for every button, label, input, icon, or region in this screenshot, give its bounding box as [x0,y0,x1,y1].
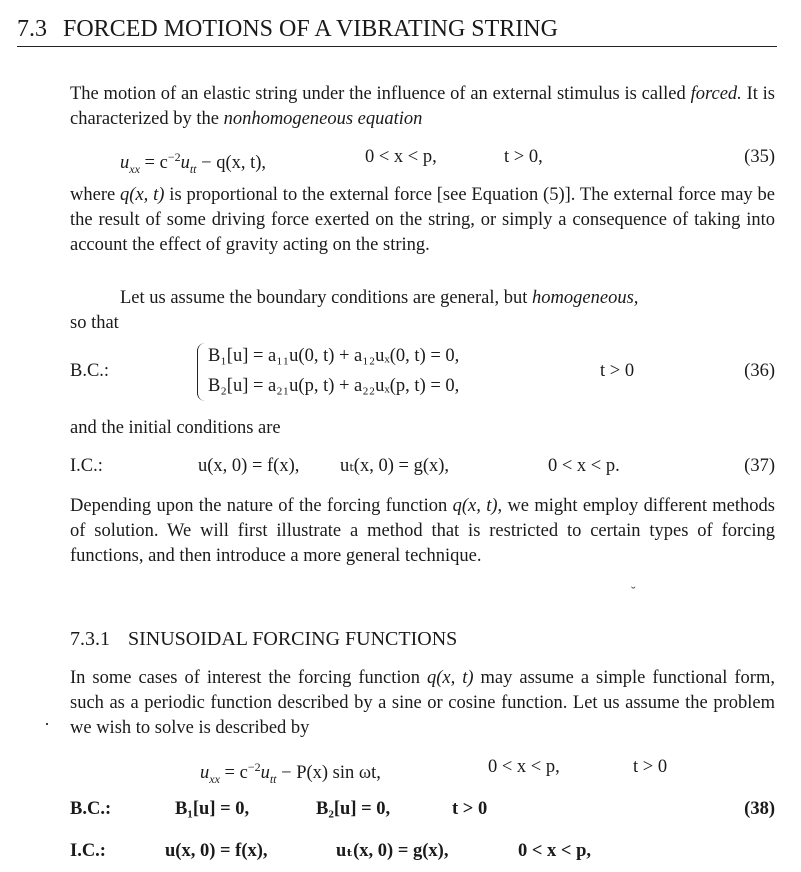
equation-37 [70,453,775,479]
boundary-text-b: so that [70,312,119,333]
eq37-ic2: uₜ(x, 0) = g(x), [340,456,450,476]
equation-38-bc [70,796,775,822]
eq35-time-condition: t > 0, [504,147,543,167]
eq38-bc1: B₁[u] = 0, [175,799,250,819]
eq36-line2 [70,373,775,399]
sinusoidal-q: q(x, t) [427,668,474,688]
where-q: q(x, t) [120,185,165,205]
section-header [17,14,777,47]
eq37-range: 0 < x < p. [548,456,620,476]
eq35-main: $u_{xx} = c^{-2}u_{tt} - q(x$, t), [120,150,267,176]
eq38-ic1: u(x, 0) = f(x), [165,841,268,861]
eq35-range: 0 < x < p, [365,147,437,167]
intro-line1: The motion of an elastic string under the influence of an external stimulus is [70,84,637,104]
subsection-header [70,626,457,652]
eq38-bc2: B₂[u] = 0, [316,799,391,819]
section-title: FORCED MOTIONS OF A VIBRATING STRING [63,16,558,42]
section-number: 7.3 [17,16,47,42]
depending-text-a: Depending upon the nature of the forcing function [70,496,453,516]
boundary-text-a: Let us assume the boundary conditions are general, but [120,288,533,308]
where-text-a: where [70,185,121,205]
initial-text: and the initial conditions are [70,418,281,438]
paragraph-intro [70,82,775,132]
paragraph-sinusoidal [70,666,775,740]
paragraph-where [70,183,775,257]
eq37-ic1: u(x, 0) = f(x), [198,456,300,476]
equation-38-ic [70,838,775,864]
term-homogeneous: homogeneous, [532,288,639,308]
where-text-b: is proportional to the external force [see Equation (5)]. The external force may be the result of some driving force exerted on the string, or simply a consequence of taking into account the effect of gravity acting on the string. [70,185,775,255]
eq36-line1 [70,343,775,369]
eq38-bc-label: B.C.: [70,799,112,819]
eq36-time-condition: t > 0 [600,361,635,381]
paragraph-boundary [70,286,775,336]
eq36-bc1: B₁[u] = a₁₁u(0, t) + a₁₂uₓ(0, t) = 0, [208,346,460,366]
eq38-number: (38) [744,799,775,819]
eq38-bc-time: t > 0 [452,799,488,819]
paragraph-initial [70,416,775,441]
eq38-ic2: uₜ(x, 0) = g(x), [336,841,449,861]
depending-q: q(x, t) [452,496,498,516]
term-nonhomogeneous: nonhomogeneous equation [223,108,423,129]
eq38-main: $u_{xx} = c^{-2}u_{tt} - P(x)$ sin ωt, [200,760,381,786]
eq36-bc2: B₂[u] = a₂₁u(p, t) + a₂₂uₓ(p, t) = 0, [208,376,460,396]
eq36-label: B.C.: [70,361,110,381]
subsection-title: SINUSOIDAL FORCING FUNCTIONS [128,628,458,650]
eq35-number: (35) [744,147,775,167]
term-forced: forced. [690,84,742,104]
eq37-number: (37) [744,456,775,476]
equation-38-pde [70,754,775,786]
eq38-range: 0 < x < p, [488,757,560,777]
intro-called: called [641,84,691,104]
eq38-ic-label: I.C.: [70,841,106,861]
eq38-ic-range: 0 < x < p, [518,841,591,861]
subsection-number: 7.3.1 [70,628,110,650]
paragraph-depending [70,494,775,568]
eq37-label: I.C.: [70,456,103,476]
margin-dot: · [44,714,50,734]
eq38-time-condition: t > 0 [633,757,668,777]
depending-text-b: , we might employ different methods of solution. We will first illustrate a method that is restricted to certain types of forcing functions, and then introduce a more general technique. [70,496,775,566]
equation-35 [70,144,775,176]
sinusoidal-text-b: may assume a simple functional form, such as a periodic function described by a sine or cosine function. Let us assume the problem we wish to solve is described by [70,668,775,738]
stray-mark: ˘ [631,585,636,600]
sinusoidal-text-a: In some cases of interest the forcing function [70,668,427,688]
intro-rest: It is characterized by the [70,84,776,129]
eq36-number: (36) [744,361,775,381]
